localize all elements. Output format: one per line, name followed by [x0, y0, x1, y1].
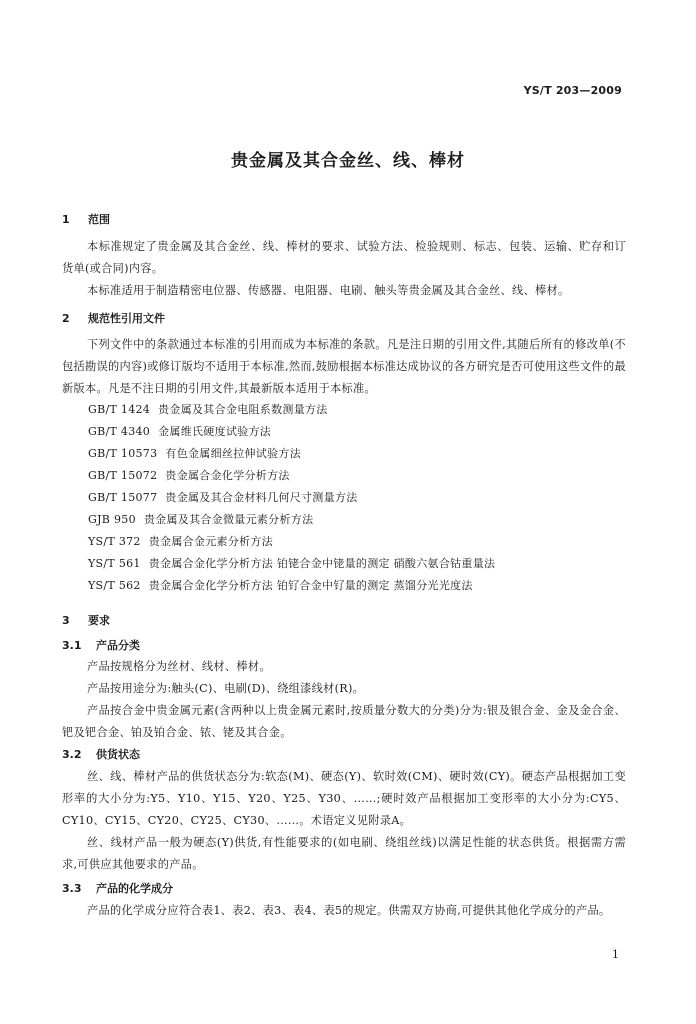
reference-name: 贵金属合金化学分析方法 铂铑合金中铑量的测定 硝酸六氨合钴重量法 [148, 557, 496, 570]
reference-code: GB/T 15077 [88, 491, 158, 504]
reference-code: YS/T 561 [88, 557, 141, 570]
section-1-paragraph-2: 本标准适用于制造精密电位器、传感器、电阻器、电刷、触头等贵金属及其合金丝、线、棒材。 [87, 284, 570, 297]
section-2-heading [62, 310, 165, 326]
reference-item [88, 577, 473, 593]
section-3-3-heading [62, 880, 173, 896]
section-title: 产品分类 [96, 639, 140, 652]
reference-item [88, 423, 271, 439]
section-title: 供货状态 [96, 748, 140, 761]
section-3-1-heading [62, 637, 140, 653]
reference-code: GB/T 1424 [88, 403, 151, 416]
reference-code: GJB 950 [88, 513, 136, 526]
section-2-paragraph-1: 下列文件中的条款通过本标准的引用而成为本标准的条款。凡是注日期的引用文件,其随后所有的修改单(不包括勘误的内容)或修订版均不适用于本标准,然而,鼓励根据本标准达成协议的各方研究是否可使用这些文件的最新版本。凡是不注日期的引用文件,其最新版本适用于本标准。 [62, 338, 626, 395]
document-title: 贵金属及其合金丝、线、棒材 [231, 151, 465, 171]
standard-number: YS/T 203—2009 [523, 84, 622, 97]
section-number: 1 [62, 213, 70, 226]
section-number: 2 [62, 312, 70, 325]
page-number: 1 [612, 948, 619, 961]
section-3-1-paragraph-1: 产品按规格分为丝材、线材、棒材。 [87, 660, 271, 673]
reference-name: 贵金属及其合金微量元素分析方法 [143, 513, 314, 526]
section-number: 3.3 [62, 882, 82, 895]
reference-name: 贵金属合金化学分析方法 铂钌合金中钌量的测定 蒸馏分光光度法 [148, 579, 473, 592]
section-number: 3.2 [62, 748, 82, 761]
section-title: 要求 [88, 614, 110, 627]
reference-item [88, 489, 358, 505]
section-3-1-paragraph-2: 产品按用途分为:触头(C)、电刷(D)、绕组漆线材(R)。 [87, 682, 365, 695]
section-3-1-paragraph-3: 产品按合金中贵金属元素(含两种以上贵金属元素时,按质量分数大的分类)分为:银及银合金、金及金合金、钯及钯合金、铂及铂合金、铱、铑及其合金。 [62, 704, 626, 739]
reference-name: 贵金属合金化学分析方法 [165, 469, 290, 482]
section-3-2-paragraph-2: 丝、线材产品一般为硬态(Y)供货,有性能要求的(如电刷、绕组丝线)以满足性能的状态供货。根据需方需求,可供应其他要求的产品。 [62, 836, 626, 871]
section-3-3-paragraph-1: 产品的化学成分应符合表1、表2、表3、表4、表5的规定。供需双方协商,可提供其他化学成分的产品。 [87, 904, 611, 917]
reference-name: 贵金属合金元素分析方法 [148, 535, 274, 548]
reference-item [88, 533, 273, 549]
section-title: 规范性引用文件 [88, 312, 165, 325]
section-1-paragraph-1: 本标准规定了贵金属及其合金丝、线、棒材的要求、试验方法、检验规则、标志、包装、运输、贮存和订货单(或合同)内容。 [62, 240, 626, 275]
reference-code: GB/T 4340 [88, 425, 151, 438]
section-3-heading [62, 612, 110, 628]
section-number: 3 [62, 614, 70, 627]
section-number: 3.1 [62, 639, 82, 652]
reference-name: 有色金属细丝拉伸试验方法 [165, 447, 302, 460]
section-3-2-paragraph-1: 丝、线、棒材产品的供货状态分为:软态(M)、硬态(Y)、软时效(CM)、硬时效(CY)。硬态产品根据加工变形率的大小分为:Y5、Y10、Y15、Y20、Y25、Y30、……;硬时效产品根据加工变形率的大小分为:CY5、CY10、CY15、CY20、CY25、CY30、……。术语定义见附录A。 [62, 770, 626, 827]
reference-code: GB/T 15072 [88, 469, 158, 482]
reference-item [88, 401, 328, 417]
section-title: 范围 [88, 213, 110, 226]
reference-item [88, 555, 495, 571]
reference-code: YS/T 562 [88, 579, 141, 592]
reference-code: GB/T 10573 [88, 447, 158, 460]
reference-name: 贵金属及其合金电阻系数测量方法 [158, 403, 328, 416]
reference-item [88, 511, 313, 527]
reference-item [88, 445, 301, 461]
section-1-heading [62, 211, 110, 227]
reference-name: 金属维氏硬度试验方法 [158, 425, 272, 438]
section-3-2-heading [62, 746, 140, 762]
reference-item [88, 467, 290, 483]
reference-name: 贵金属及其合金材料几何尺寸测量方法 [165, 491, 358, 504]
reference-code: YS/T 372 [88, 535, 141, 548]
section-title: 产品的化学成分 [96, 882, 173, 895]
